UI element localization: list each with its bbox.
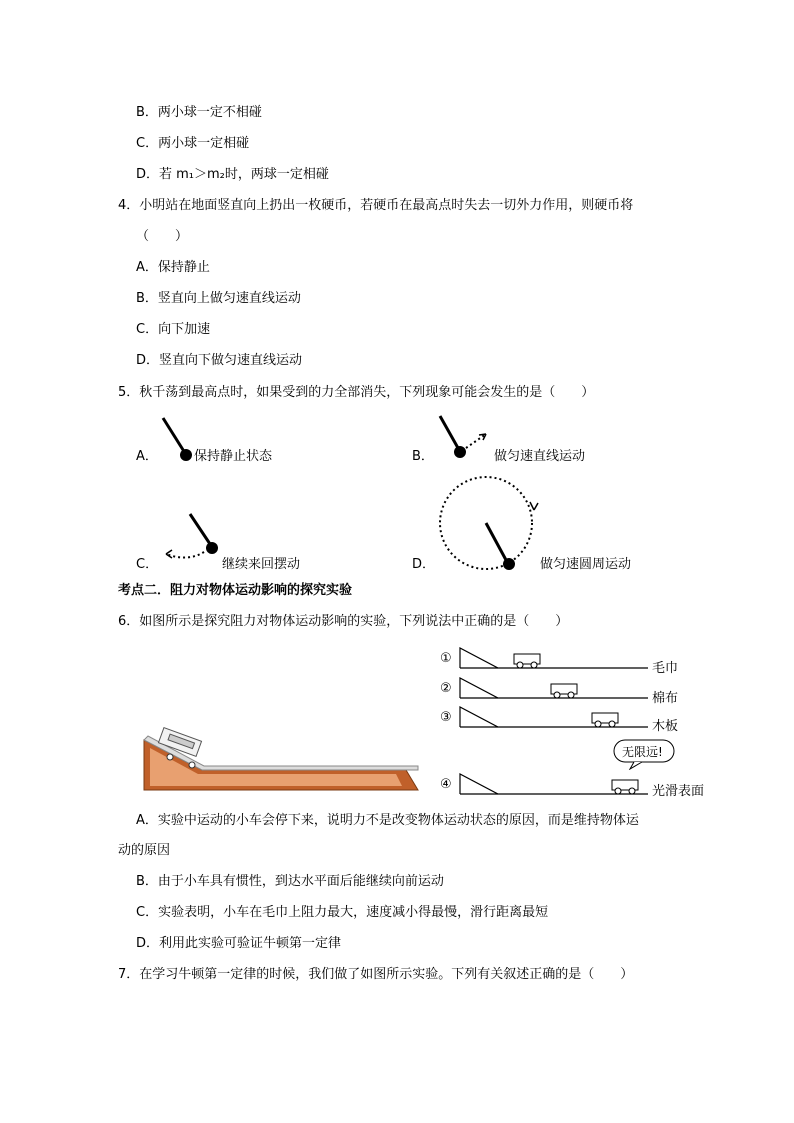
q6-stem: 6．如图所示是探究阻力对物体运动影响的实验，下列说法中正确的是（ ） (118, 614, 569, 629)
speech-bubble-text: 无限远! (622, 745, 663, 759)
q5-figure-c-swinging-pendulum (158, 508, 226, 568)
surface-2-num: ② (440, 681, 452, 696)
surface-4-num: ④ (440, 777, 452, 792)
q5-figure-d-circular-motion (434, 472, 544, 574)
q5-option-a-text: 保持静止状态 (194, 449, 273, 464)
q4-stem-line1: 4．小明站在地面竖直向上扔出一枚硬币，若硬币在最高点时失去一切外力作用，则硬币将 (118, 198, 634, 213)
surface-1-label: 毛巾 (652, 661, 679, 676)
q7-stem: 7．在学习牛顿第一定律的时候，我们做了如图所示实验。下列有关叙述正确的是（ ） (118, 967, 634, 982)
q5-option-d-letter: D． (412, 557, 436, 572)
surface-4-track (456, 772, 652, 798)
q6-option-c: C．实验表明，小车在毛巾上阻力最大，速度减小得最慢，滑行距离最短 (136, 905, 549, 920)
surface-3-label: 木板 (652, 719, 679, 734)
q4-option-a: A．保持静止 (136, 260, 210, 275)
q6-option-b: B．由于小车具有惯性，到达水平面后能继续向前运动 (136, 874, 444, 889)
q4-option-d: D．竖直向下做匀速直线运动 (136, 353, 303, 368)
q5-option-b-text: 做匀速直线运动 (494, 449, 586, 464)
section-title-resistance-experiment: 考点二．阻力对物体运动影响的探究实验 (118, 583, 353, 598)
q5-option-b-letter: B． (412, 449, 434, 464)
q4-option-c: C．向下加速 (136, 322, 211, 337)
surface-3-num: ③ (440, 710, 452, 725)
q6-option-a-line1: A．实验中运动的小车会停下来，说明力不是改变物体运动状态的原因，而是维持物体运 (136, 813, 639, 828)
q5-option-a-letter: A． (136, 449, 158, 464)
q3-option-c: C．两小球一定相碰 (136, 136, 250, 151)
surface-4-label: 光滑表面 (652, 784, 705, 799)
surface-1-track (456, 646, 652, 672)
q4-option-b: B．竖直向上做匀速直线运动 (136, 291, 301, 306)
surface-1-num: ① (440, 651, 452, 666)
surface-2-track (456, 676, 652, 702)
q3-option-d: D．若 m₁＞m₂时，两球一定相碰 (136, 167, 329, 182)
q6-option-a-line2: 动的原因 (118, 843, 171, 858)
q5-stem: 5．秋千荡到最高点时，如果受到的力全部消失，下列现象可能会发生的是（ ） (118, 385, 595, 400)
q5-option-c-text: 继续来回摆动 (222, 557, 301, 572)
q6-figure-ramp-cart (140, 724, 422, 794)
surface-3-track (456, 705, 652, 731)
q5-option-c-letter: C． (136, 557, 159, 572)
q6-option-d: D．利用此实验可验证牛顿第一定律 (136, 936, 342, 951)
q4-stem-line2: （ ） (136, 229, 189, 244)
q5-option-d-text: 做匀速圆周运动 (540, 557, 632, 572)
surface-2-label: 棉布 (652, 691, 679, 706)
q3-option-b: B．两小球一定不相碰 (136, 105, 262, 120)
q5-figure-b-pendulum-line (432, 410, 497, 465)
